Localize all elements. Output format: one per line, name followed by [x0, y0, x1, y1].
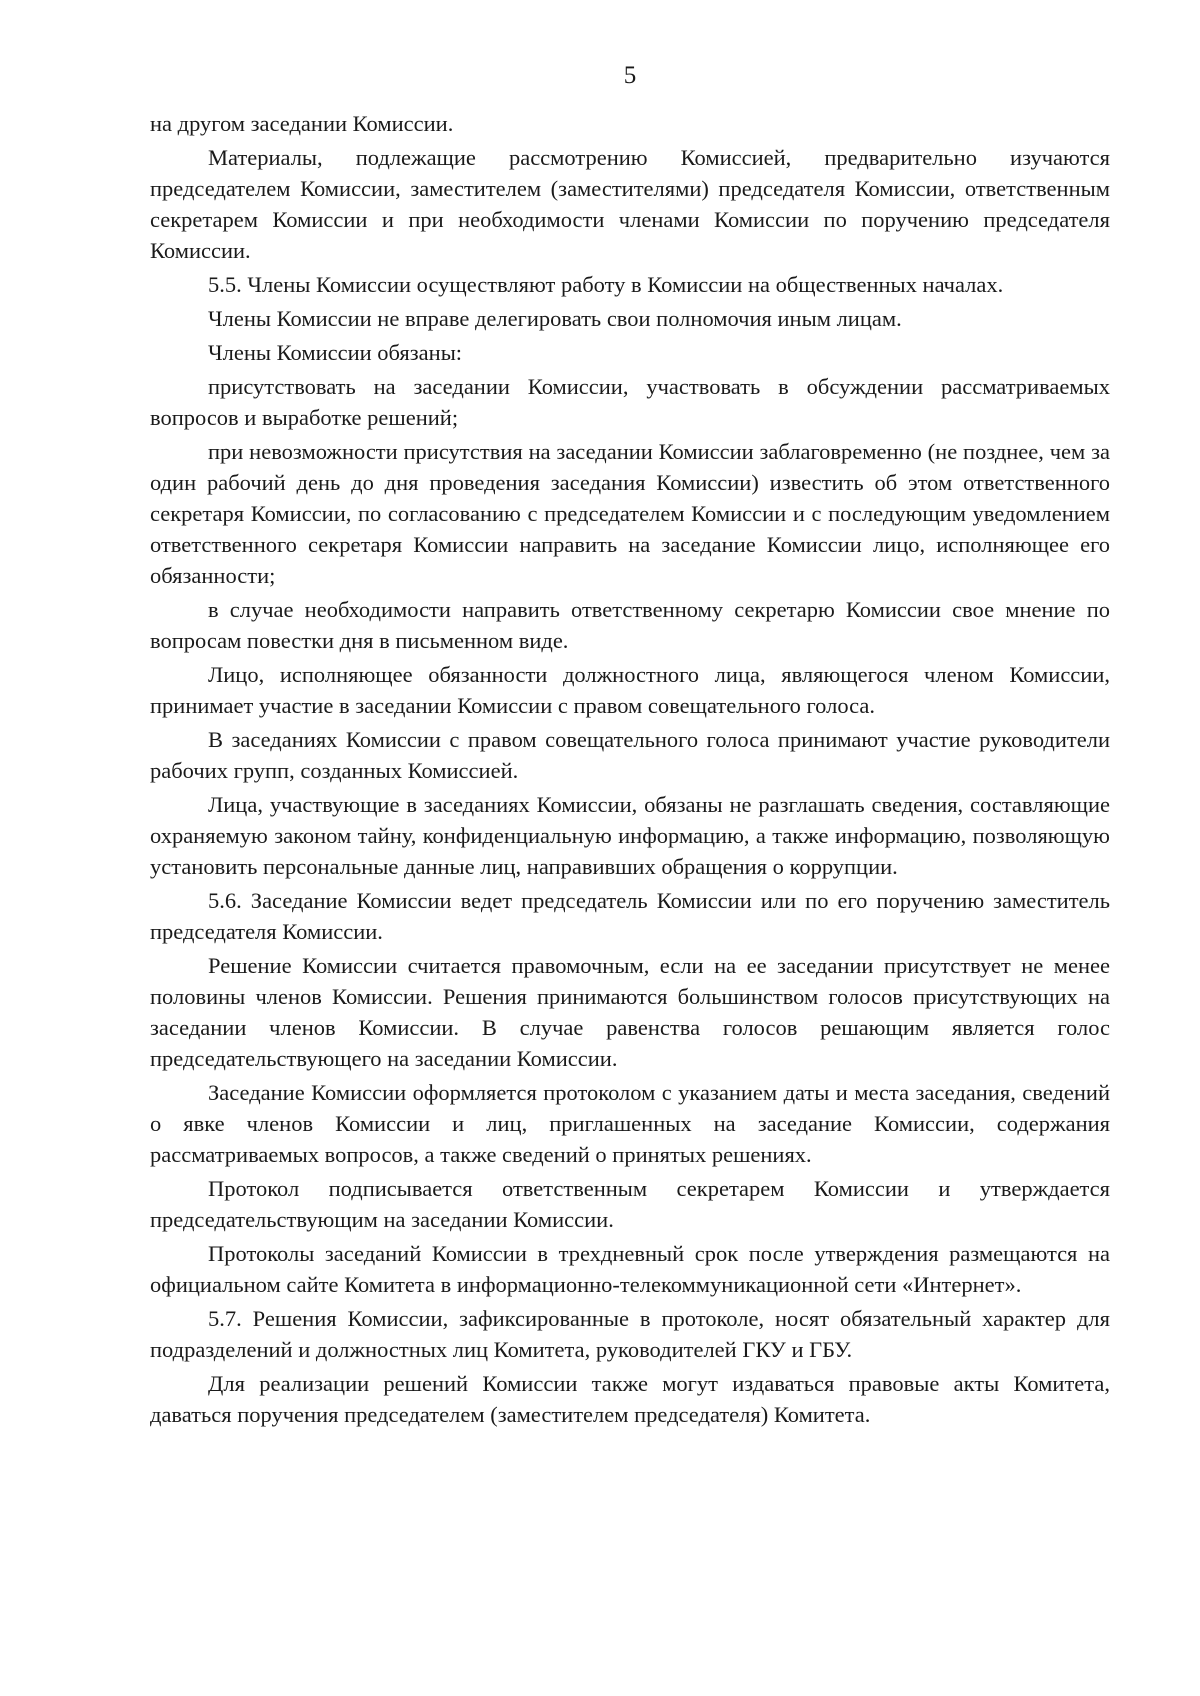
- paragraph: Для реализации решений Комиссии также могут издаваться правовые акты Комитета, даваться поручения председателем (заместителем председателя) Комитета.: [150, 1371, 1110, 1427]
- paragraph: В заседаниях Комиссии с правом совещательного голоса принимают участие руководители рабочих групп, созданных Комиссией.: [150, 727, 1110, 783]
- paragraph: Решение Комиссии считается правомочным, если на ее заседании присутствует не менее половины членов Комиссии. Решения принимаются большинством голосов присутствующих на заседании членов Комиссии. В случае равенства голосов решающим является голос председательствующего на заседании Комиссии.: [150, 953, 1110, 1071]
- paragraph: Члены Комиссии обязаны:: [208, 340, 463, 365]
- paragraph-continuation: на другом заседании Комиссии.: [150, 111, 454, 136]
- paragraph: Лица, участвующие в заседаниях Комиссии, обязаны не разглашать сведения, составляющие охраняемую законом тайну, конфиденциальную информацию, а также информацию, позволяющую установить персональные данные лиц, направивших обращения о коррупции.: [150, 792, 1110, 879]
- paragraph-clause-5-5: 5.5. Члены Комиссии осуществляют работу в Комиссии на общественных началах.: [208, 272, 1004, 297]
- paragraph: присутствовать на заседании Комиссии, участвовать в обсуждении рассматриваемых вопросов и выработке решений;: [150, 374, 1110, 430]
- document-body: [150, 108, 1110, 1433]
- paragraph: при невозможности присутствия на заседании Комиссии заблаговременно (не позднее, чем за один рабочий день до дня проведения заседания Комиссии) известить об этом ответственного секретаря Комиссии, по согласованию с председателем Комиссии и с последующим уведомлением ответственного секретаря Комиссии направить на заседание Комиссии лицо, исполняющее его обязанности;: [150, 439, 1110, 588]
- paragraph-clause-5-6: 5.6. Заседание Комиссии ведет председатель Комиссии или по его поручению заместитель председателя Комиссии.: [150, 888, 1110, 944]
- paragraph: Члены Комиссии не вправе делегировать свои полномочия иным лицам.: [208, 306, 902, 331]
- paragraph-clause-5-7: 5.7. Решения Комиссии, зафиксированные в протоколе, носят обязательный характер для подразделений и должностных лиц Комитета, руководителей ГКУ и ГБУ.: [150, 1306, 1110, 1362]
- paragraph: Материалы, подлежащие рассмотрению Комиссией, предварительно изучаются председателем Комиссии, заместителем (заместителями) председателя Комиссии, ответственным секретарем Комиссии и при необходимости членами Комиссии по поручению председателя Комиссии.: [150, 145, 1110, 263]
- paragraph: Протокол подписывается ответственным секретарем Комиссии и утверждается председательствующим на заседании Комиссии.: [150, 1176, 1110, 1232]
- paragraph: в случае необходимости направить ответственному секретарю Комиссии свое мнение по вопросам повестки дня в письменном виде.: [150, 597, 1110, 653]
- paragraph: Лицо, исполняющее обязанности должностного лица, являющегося членом Комиссии, принимает участие в заседании Комиссии с правом совещательного голоса.: [150, 662, 1110, 718]
- paragraph: Заседание Комиссии оформляется протоколом с указанием даты и места заседания, сведений о явке членов Комиссии и лиц, приглашенных на заседание Комиссии, содержания рассматриваемых вопросов, а также сведений о принятых решениях.: [150, 1080, 1110, 1167]
- paragraph: Протоколы заседаний Комиссии в трехдневный срок после утверждения размещаются на официальном сайте Комитета в информационно-телекоммуникационной сети «Интернет».: [150, 1241, 1110, 1297]
- page-number: 5: [623, 62, 637, 89]
